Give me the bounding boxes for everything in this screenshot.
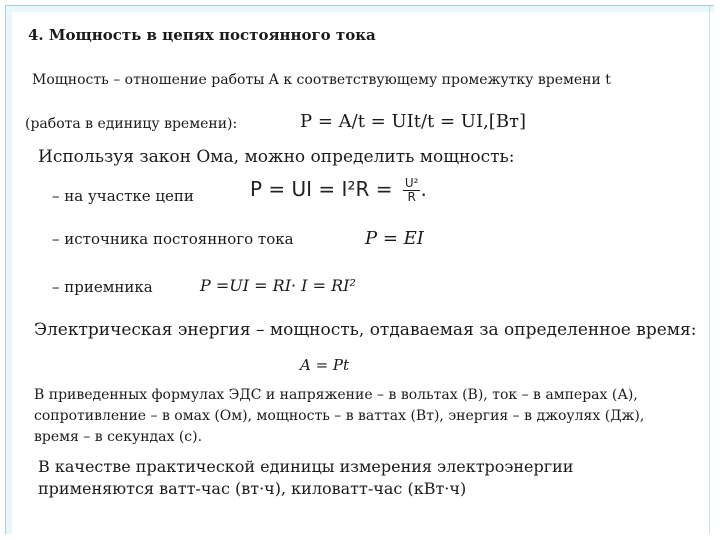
fraction-tail: . — [420, 177, 427, 201]
item-source-label: – источника постоянного тока — [52, 230, 294, 248]
formula-text: P = UI = I²R = — [250, 177, 393, 201]
fraction-numerator: U² — [404, 176, 419, 190]
energy-formula: A = Pt — [300, 356, 350, 374]
power-formula-main: P = A/t = UIt/t = UI,[Вт] — [300, 111, 527, 132]
item-circuit-section-formula — [250, 177, 427, 204]
practical-units-paragraph: В качестве практической единицы измерения электроэнергии применяются ватт-час (вт·ч), киловатт-час (кВт·ч) — [38, 457, 574, 498]
power-definition: Мощность – отношение работы A к соответствующему промежутку времени t — [32, 72, 611, 88]
item-receiver-label: – приемника — [52, 278, 153, 296]
fraction-denominator: R — [407, 190, 416, 204]
item-circuit-section-label: – на участке цепи — [52, 187, 194, 205]
ohm-law-intro: Используя закон Ома, можно определить мощность: — [38, 147, 515, 167]
fraction-u2-over-r — [403, 177, 421, 204]
slide-title: 4. Мощность в цепях постоянного тока — [28, 26, 376, 44]
power-definition-suffix: (работа в единицу времени): — [25, 116, 238, 132]
energy-definition: Электрическая энергия – мощность, отдаваемая за определенное время: — [34, 320, 697, 340]
item-source-formula: P = EI — [365, 228, 424, 249]
item-receiver-formula: P =UI = RI· I = RI² — [200, 276, 356, 295]
units-paragraph: В приведенных формулах ЭДС и напряжение – в вольтах (В), ток – в амперах (А), сопротивление – в омах (Ом), мощность – в ваттах (Вт), энергия – в джоулях (Дж), время – в секундах (с). — [34, 387, 645, 445]
